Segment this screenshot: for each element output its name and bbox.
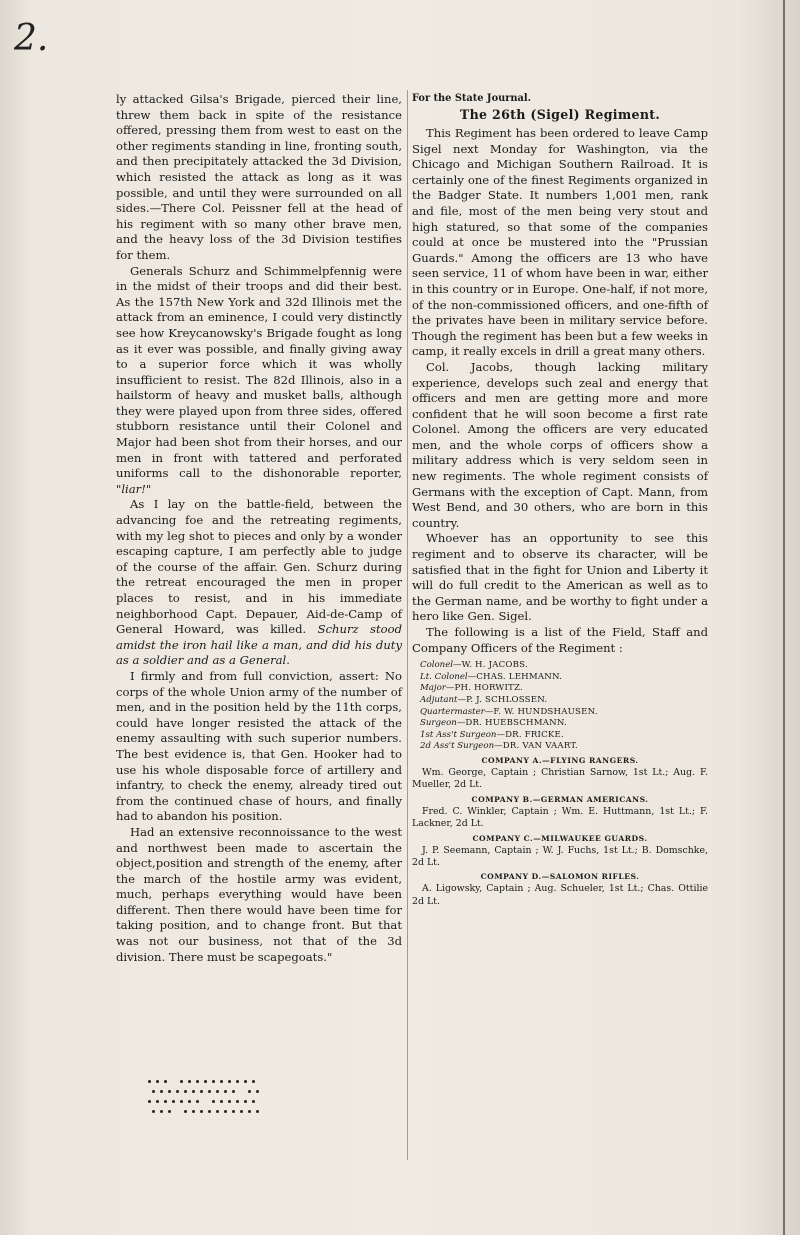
right-paragraph-3: Whoever has an opportunity to see this regiment and to observe its character, will be satisfied that in the fight for Union and Liberty it will do full credit to the American as well as to the German name, and be worthy to fight under a hero like Gen. Sigel. <box>412 531 708 624</box>
officer-row: Colonel—W. H. JACOBS. <box>420 660 528 671</box>
left-paragraph-4: I firmly and from full conviction, assert: No corps of the whole Union army of the number of men, and in the position held by the 11th corps, could have longer resisted the attack of the enemy assaulting with such superior numbers. The best evidence is, that Gen. Hooker had to use his whole disposable force of artillery and infantry, to check the enemy, already tired out from the continued chase of hours, and finally had to abandon his position. <box>116 668 402 824</box>
decorative-dot-ornament <box>148 1080 268 1122</box>
liar-quote: "liar!" <box>116 481 152 496</box>
company-a <box>412 755 708 792</box>
ornament-dot <box>232 1110 235 1113</box>
left-paragraph-2 <box>116 264 402 498</box>
officer-role: 1st Ass't Surgeon <box>420 729 497 740</box>
ornament-dot <box>196 1100 199 1103</box>
right-column-article <box>412 92 708 908</box>
ornament-dot <box>192 1090 195 1093</box>
right-paragraph-1: This Regiment has been ordered to leave Camp Sigel next Monday for Washington, via the Chicago and Michigan Southern Railroad. It is certainly one of the finest Regiments organized in the Badger State. It numbers 1,001 men, rank and file, most of the men being very stout and high statured, so that some of the companies could at once be mustered into the "Prussian Guards." Among the officers are 13 who have seen service, 11 of whom have been in war, either in this country or in Europe. One-half, if not more, of the non-commissioned officers, and one-fifth of the privates have been in military service before. Though the regiment has been but a few weeks in camp, it really excels in drill a great many others. <box>412 126 708 359</box>
ornament-dot <box>244 1080 247 1083</box>
ornament-dot <box>236 1080 239 1083</box>
ornament-dot <box>212 1080 215 1083</box>
officer-name: PH. HORWITZ. <box>454 683 523 694</box>
officer-row: 2d Ass't Surgeon—DR. VAN VAART. <box>420 741 578 752</box>
ornament-dot <box>184 1110 187 1113</box>
ornament-dot <box>188 1080 191 1083</box>
ornament-dot <box>156 1080 159 1083</box>
left-paragraph-3-text: As I lay on the battle-field, between the advancing foe and the retreating regiments, with my leg shot to pieces and only by a wonder escaping capture, I am perfectly able to judge of the course of the affair. Gen. Schurz during the retreat encouraged the men in proper places to resist, and in his immediate neighborhood Capt. Depauer, Aid-de-Camp of General Howard, was killed. <box>116 497 402 637</box>
ornament-dot <box>188 1100 191 1103</box>
company-b <box>412 794 708 831</box>
officer-name: W. H. JACOBS. <box>461 660 528 671</box>
ornament-dot <box>168 1110 171 1113</box>
column-divider <box>407 90 408 1160</box>
ornament-dot <box>204 1080 207 1083</box>
ornament-dot <box>256 1110 259 1113</box>
officer-row: Lt. Colonel—CHAS. LEHMANN. <box>420 671 563 682</box>
ornament-dot <box>184 1090 187 1093</box>
ornament-dot <box>252 1080 255 1083</box>
company-heading: COMPANY D.—SALOMON RIFLES. <box>480 872 640 882</box>
left-paragraph-2-text: Generals Schurz and Schimmelpfennig were in the midst of their troops and did their best. As the 157th New York and 32d Illinois met the attack from an eminence, I could very distinctly see how Kreycanowsky's Brigade fought as long as it ever was possible, and finally giving away to a superior force which it was wholly insufficient to resist. The 82d Illinois, also in a hailstorm of heavy and musket balls, although they were played upon from three sides, offered stubborn resistance until their Colonel and Major had been shot from their horses, and our men in front with tattered and perforated uniforms call to the dishonorable reporter, <box>116 263 402 481</box>
ornament-dot <box>200 1090 203 1093</box>
officer-role: Surgeon <box>420 718 457 729</box>
right-paragraph-4: The following is a list of the Field, Staff and Company Officers of the Regiment : <box>412 625 708 655</box>
ornament-dot <box>244 1100 247 1103</box>
ornament-dot <box>152 1090 155 1093</box>
ornament-dot <box>148 1080 151 1083</box>
article-attribution: For the State Journal. <box>412 93 531 104</box>
ornament-dot <box>200 1110 203 1113</box>
company-officers: A. Ligowsky, Captain ; Aug. Schueler, 1st Lt.; Chas. Ottilie 2d Lt. <box>412 883 708 907</box>
schurz-italic-passage: Schurz stood amidst the iron hail like a man, and did his duty as a soldier and as a General. <box>116 622 403 668</box>
ornament-dot <box>180 1080 183 1083</box>
field-staff-list <box>412 660 708 753</box>
ornament-dot <box>228 1100 231 1103</box>
officer-role: 2d Ass't Surgeon <box>420 741 495 752</box>
officer-role: Colonel <box>420 660 454 671</box>
officer-name: DR. VAN VAART. <box>502 741 578 752</box>
ornament-dot <box>232 1090 235 1093</box>
ornament-dot <box>224 1110 227 1113</box>
ornament-dot <box>224 1090 227 1093</box>
left-paragraph-5: Had an extensive reconnoissance to the west and northwest been made to ascertain the object,position and strength of the enemy, after the march of the hostile army was evident, much, perhaps everything would have been different. Then there would have been time for taking position, and to change front. But that was not our business, not that of the 3d division. There must be scapegoats." <box>116 824 402 964</box>
officer-name: F. W. HUNDSHAUSEN. <box>493 706 598 717</box>
ornament-dot <box>208 1110 211 1113</box>
article-headline: The 26th (Sigel) Regiment. <box>459 107 661 122</box>
officer-role: Lt. Colonel <box>420 671 468 682</box>
ornament-dot <box>228 1080 231 1083</box>
officer-row: Quartermaster—F. W. HUNDSHAUSEN. <box>420 706 598 717</box>
ornament-dot <box>212 1100 215 1103</box>
officer-role: Major <box>420 683 446 694</box>
company-heading: COMPANY C.—MILWAUKEE GUARDS. <box>472 833 648 843</box>
officer-role: Quartermaster <box>420 706 485 717</box>
officer-role: Adjutant <box>420 694 458 705</box>
ornament-dot <box>148 1100 151 1103</box>
ornament-dot <box>252 1100 255 1103</box>
ornament-dot <box>240 1110 243 1113</box>
ornament-dot <box>156 1100 159 1103</box>
page-number: 2. <box>14 18 49 59</box>
ornament-dot <box>176 1090 179 1093</box>
ornament-dot <box>248 1090 251 1093</box>
ornament-dot <box>220 1080 223 1083</box>
ornament-dot <box>220 1100 223 1103</box>
ornament-dot <box>236 1100 239 1103</box>
officer-name: DR. FRICKE. <box>505 729 564 740</box>
company-c <box>412 833 708 870</box>
company-d <box>412 871 708 908</box>
left-column-article <box>116 92 402 965</box>
officer-name: DR. HUEBSCHMANN. <box>465 718 567 729</box>
company-officers: Fred. C. Winkler, Captain ; Wm. E. Huttmann, 1st Lt.; F. Lackner, 2d Lt. <box>412 805 708 830</box>
company-officers: Wm. George, Captain ; Christian Sarnow, 1st Lt.; Aug. F. Mueller, 2d Lt. <box>412 766 708 791</box>
ornament-dot <box>168 1090 171 1093</box>
ornament-dot <box>180 1100 183 1103</box>
ornament-dot <box>216 1110 219 1113</box>
ornament-dot <box>164 1100 167 1103</box>
left-paragraph-1: ly attacked Gilsa's Brigade, pierced their line, threw them back in spite of the resistance offered, pressing them from west to east on the other regiments standing in line, fronting south, and then precipitately attacked the 3d Division, which resisted the attack as long as it was possible, and until they were surrounded on all sides.—There Col. Peissner fell at the head of his regiment with so many other brave men, and the heavy loss of the 3d Division testifies for them. <box>116 92 402 262</box>
ornament-dot <box>160 1090 163 1093</box>
ornament-dot <box>192 1110 195 1113</box>
ornament-dot <box>208 1090 211 1093</box>
company-heading: COMPANY A.—FLYING RANGERS. <box>481 755 639 765</box>
ornament-dot <box>160 1110 163 1113</box>
officer-row: Surgeon—DR. HUEBSCHMANN. <box>420 718 567 729</box>
ornament-dot <box>216 1090 219 1093</box>
page-edge-line <box>783 0 785 1235</box>
left-paragraph-3 <box>116 497 402 669</box>
officer-row: Major—PH. HORWITZ. <box>420 683 523 694</box>
ornament-dot <box>172 1100 175 1103</box>
ornament-dot <box>152 1110 155 1113</box>
company-heading: COMPANY B.—GERMAN AMERICANS. <box>471 794 649 804</box>
ornament-dot <box>196 1080 199 1083</box>
officer-name: P. J. SCHLOSSEN. <box>466 694 548 705</box>
officer-name: CHAS. LEHMANN. <box>476 671 563 682</box>
ornament-dot <box>256 1090 259 1093</box>
ornament-dot <box>164 1080 167 1083</box>
officer-row: 1st Ass't Surgeon—DR. FRICKE. <box>420 729 564 740</box>
right-paragraph-2: Col. Jacobs, though lacking military experience, develops such zeal and energy that officers and men are getting more and more confident that he will soon become a first rate Colonel. Among the officers are very educated men, and the whole corps of officers show a military address which is very seldom seen in new regiments. The whole regiment consists of Germans with the exception of Capt. Mann, from West Bend, and 30 others, who are born in this country. <box>412 359 708 530</box>
officer-row: Adjutant—P. J. SCHLOSSEN. <box>420 694 548 705</box>
ornament-dot <box>248 1110 251 1113</box>
company-officers: J. P. Seemann, Captain ; W. J. Fuchs, 1st Lt.; B. Domschke, 2d Lt. <box>412 844 708 868</box>
